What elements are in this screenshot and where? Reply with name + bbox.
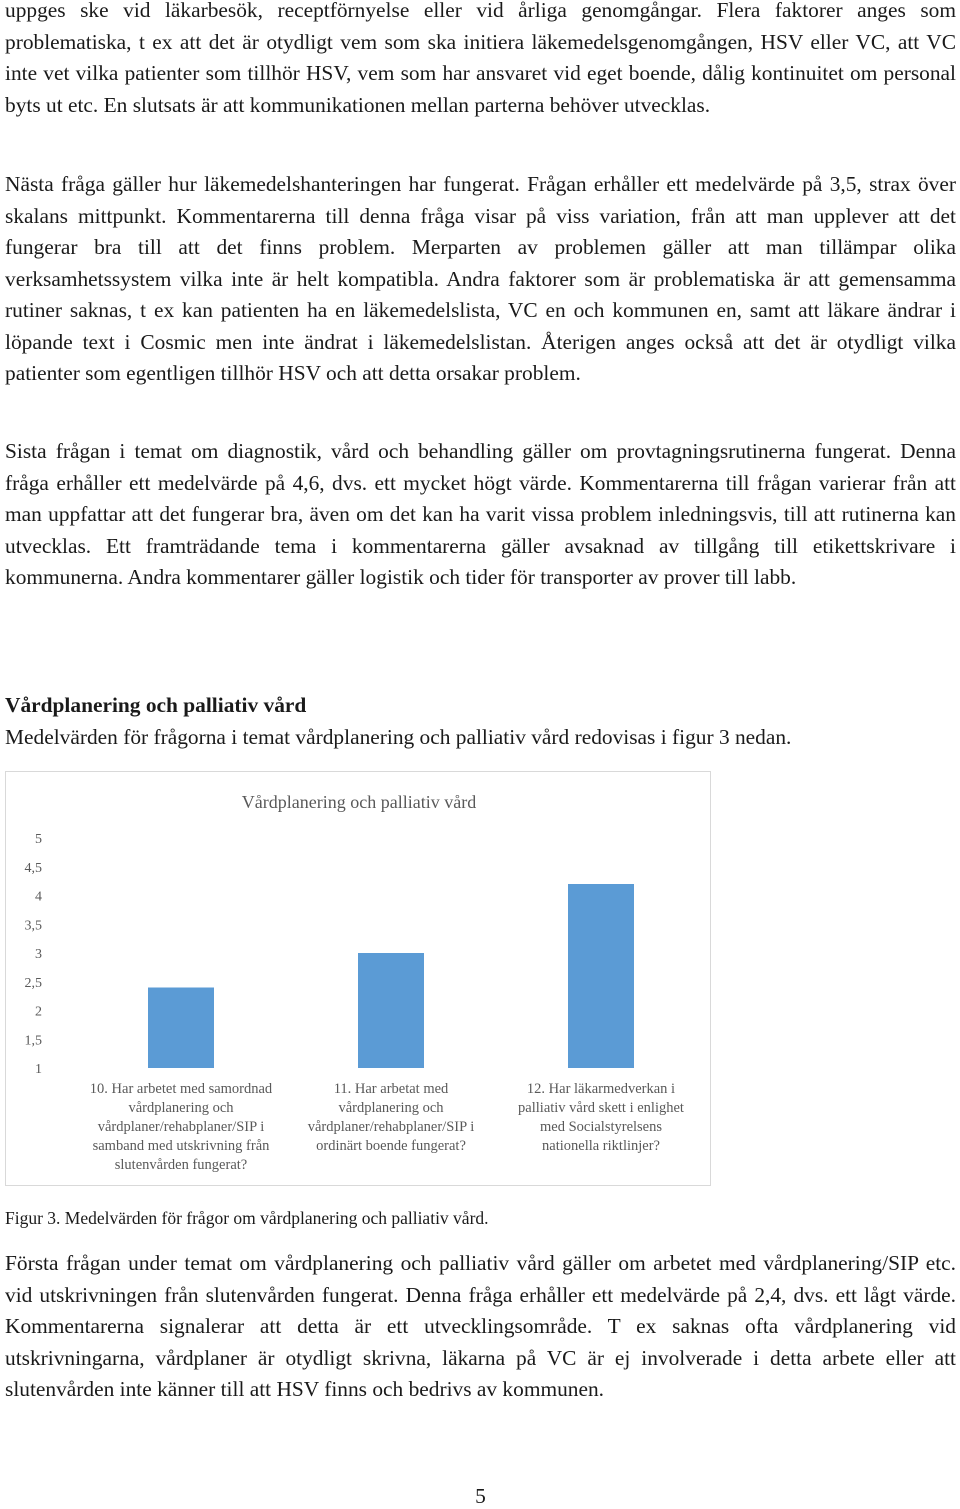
paragraph-sampling-routines: Sista frågan i temat om diagnostik, vård och behandling gäller om provtagningsrutinerna fungerat. Denna fråga erhåller ett medelvärde på 4,6, dvs. ett mycket högt värde. Kommentarerna till frågan varierar från att man uppfattar att det fungerar bra, även om det kan ha varit vissa problem inledningsvis, till att rutinerna kan utvecklas. Ett framträdande tema i kommentarerna gäller avsaknad av tillgång till etikettskrivare i kommunerna. Andra kommentarer gäller logistik och tider för transporter av prover till labb. (5, 439, 956, 589)
x-category-label-line: slutenvården fungerat? (114, 1157, 248, 1173)
bar (358, 953, 424, 1068)
x-category-label-line: vårdplanering och (128, 1100, 234, 1116)
paragraph-medication-review: uppges ske vid läkarbesök, receptförnyelse eller vid årliga genomgångar. Flera faktorer anges som problematiska, t ex att det är otydligt vem som ska initiera läkemedelsgenomgången, HSV eller VC, att VC inte vet vilka patienter som tillhör HSV, vem som har ansvaret vid eget boende, dålig kontinuitet om personal byts ut etc. En slutsats är att kommunikationen mellan parterna behöver utvecklas. (5, 0, 956, 117)
x-category-label-line: 12. Har läkarmedverkan i (526, 1081, 676, 1097)
y-tick-label: 3 (35, 947, 42, 962)
paragraph-first-question: Första frågan under temat om vårdplanering och palliativ vård gäller om arbetet med vårdplanering/SIP etc. vid utskrivningen från slutenvården fungerat. Denna fråga erhåller ett medelvärde på 2,4, dvs. ett lågt värde. Kommentarerna signalerar att detta är ett utvecklingsområde. T ex saknas ofta vårdplanering vid utskrivningarna, vårdplaner är otydligt skrivna, läkarna på VC är ej involverade i detta arbete eller att slutenvården inte känner till att HSV finns och bedrivs av kommunen. (5, 1251, 956, 1401)
figure-caption: Figur 3. Medelvärden för frågor om vårdplanering och palliativ vård. (5, 1208, 489, 1228)
chart-title: Vårdplanering och palliativ vård (241, 792, 477, 812)
section-intro: Medelvärden för frågorna i temat vårdplanering och palliativ vård redovisas i figur 3 nedan. (5, 725, 792, 749)
bars (148, 884, 634, 1068)
bar (148, 988, 214, 1069)
y-axis (25, 832, 43, 1077)
x-category-label-line: vårdplaner/rehabplaner/SIP i (97, 1119, 265, 1135)
x-category-label-line: ordinärt boende fungerat? (316, 1138, 466, 1154)
y-tick-label: 2,5 (24, 975, 42, 991)
x-category-label-line: vårdplaner/rehabplaner/SIP i (307, 1119, 475, 1135)
x-axis-labels (90, 1081, 684, 1173)
y-tick-label: 4,5 (24, 860, 42, 876)
x-category-label-line: 11. Har arbetat med (333, 1081, 449, 1097)
paragraph-medication-handling: Nästa fråga gäller hur läkemedelshanteringen har fungerat. Frågan erhåller ett medelvärde på 3,5, strax över skalans mittpunkt. Kommentarerna till denna fråga visar på viss variation, från att man upplever att det fungerar bra till att det finns problem. Merparten av problemen gäller att man tillämpar olika verksamhetssystem vilka inte är helt kompatibla. Andra faktorer som är problematiska är att gemensamma rutiner saknas, t ex kan patienten ha en läkemedelslista, VC en och kommunen en, samt att läkare ändrar i löpande text i Cosmic men inte ändrat i läkemedelslistan. Återigen anges också att det är otydligt vilka patienter som egentligen tillhör HSV och att detta orsakar problem. (5, 172, 956, 385)
x-category-label-line: palliativ vård skett i enlighet (518, 1100, 684, 1116)
x-category-label-line: samband med utskrivning från (92, 1138, 270, 1154)
bar-chart (6, 772, 712, 1187)
y-tick-label: 5 (35, 832, 42, 847)
y-tick-label: 1 (35, 1062, 42, 1077)
x-category-label-line: med Socialstyrelsens (539, 1119, 663, 1135)
y-tick-label: 1,5 (24, 1033, 42, 1049)
x-category-label-line: vårdplanering och (338, 1100, 444, 1116)
y-tick-label: 2 (35, 1004, 42, 1020)
page-number: 5 (475, 1484, 486, 1508)
x-category-label-line: 10. Har arbetet med samordnad (89, 1081, 273, 1097)
figure-3-chart (5, 771, 711, 1186)
y-tick-label: 3,5 (24, 918, 42, 934)
x-category-label (90, 1081, 273, 1173)
y-tick-label: 4 (35, 889, 42, 905)
x-category-label (518, 1081, 684, 1154)
bar (568, 884, 634, 1068)
x-category-label (308, 1081, 475, 1154)
section-heading: Vårdplanering och palliativ vård (5, 693, 307, 717)
x-category-label-line: nationella riktlinjer? (542, 1138, 660, 1154)
